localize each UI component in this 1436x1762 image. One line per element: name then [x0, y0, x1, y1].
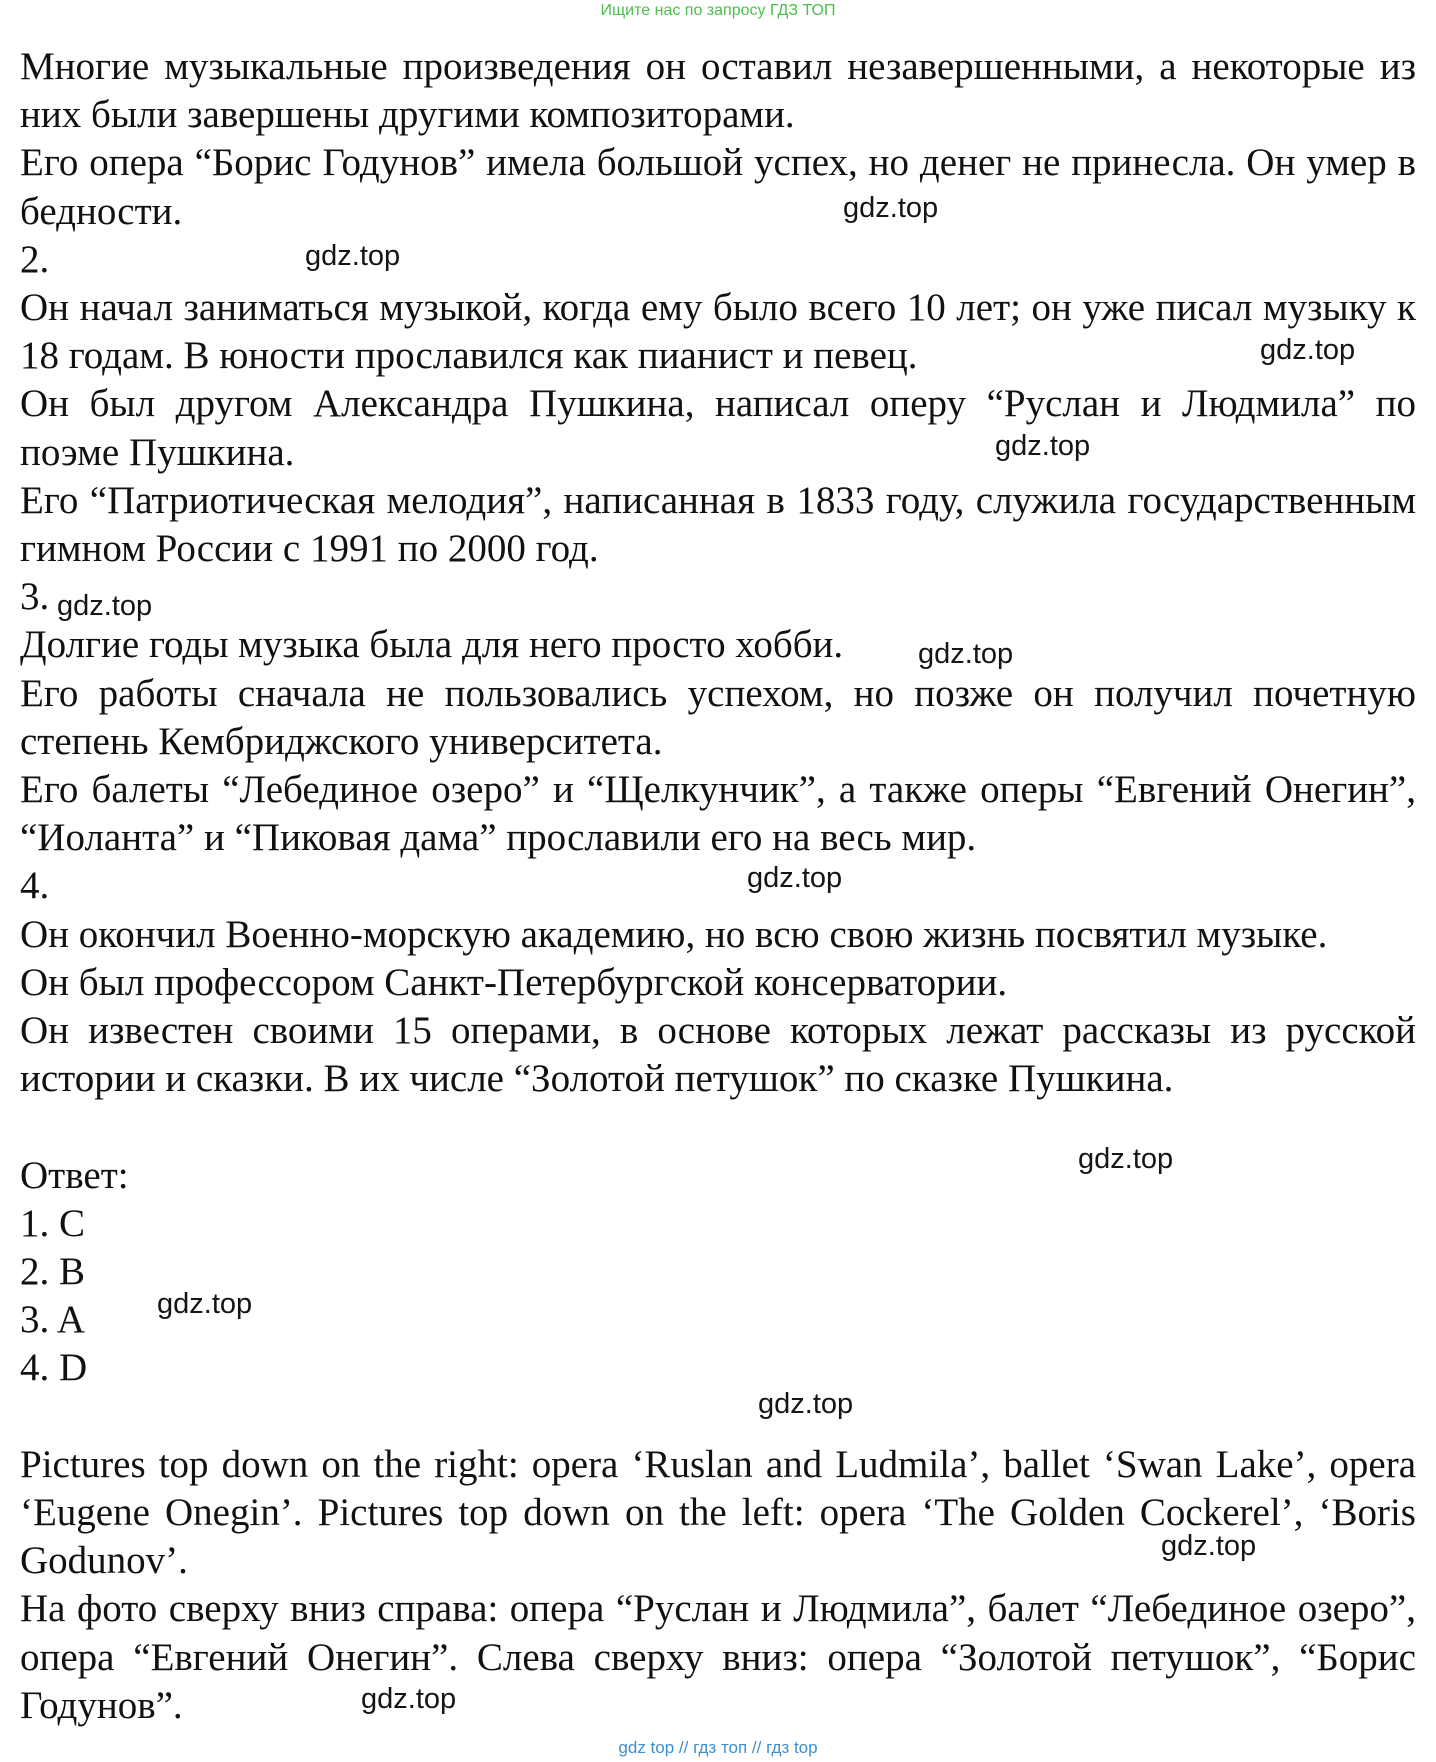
paragraph: Его опера “Борис Годунов” имела большой успех, но денег не принесла. Он умер в бедности.	[20, 141, 1416, 233]
watermark: gdz.top	[361, 1683, 457, 1715]
answer-item: 4. D	[20, 1346, 88, 1390]
paragraph: Его работы сначала не пользовались успехом, но позже он получил почетную степень Кембриджского университета.	[20, 671, 1416, 763]
watermark: gdz.top	[843, 192, 939, 224]
section-number: 2.	[20, 237, 50, 281]
paragraph: Он был профессором Санкт-Петербургской консерватории.	[20, 960, 1008, 1004]
pictures-caption-ru: На фото сверху вниз справа: опера “Руслан и Людмила”, балет “Лебединое озеро”, опера “Евгений Онегин”. Слева сверху вниз: опера “Золотой петушок”, “Борис Годунов”.	[20, 1587, 1416, 1727]
watermark: gdz.top	[758, 1388, 854, 1420]
watermark: gdz.top	[157, 1288, 253, 1320]
watermark: gdz.top	[57, 590, 153, 622]
spacer	[20, 1393, 1416, 1441]
answer-item: 1. C	[20, 1201, 86, 1245]
paragraph: Он начал заниматься музыкой, когда ему было всего 10 лет; он уже писал музыку к 18 годам. В юности прославился как пианист и певец.	[20, 286, 1416, 378]
paragraph: Он известен своими 15 операми, в основе которых лежат рассказы из русской истории и сказки. В их числе “Золотой петушок” по сказке Пушкина.	[20, 1009, 1416, 1101]
section-number: 3.	[20, 575, 50, 619]
watermark: gdz.top	[1078, 1143, 1174, 1175]
watermark: gdz.top	[1161, 1530, 1257, 1562]
watermark: gdz.top	[747, 862, 843, 894]
watermark: gdz.top	[1260, 334, 1356, 366]
watermark: gdz.top	[305, 240, 401, 272]
answer-item: 2. B	[20, 1250, 86, 1294]
watermark: gdz.top	[918, 638, 1014, 670]
paragraph: Он окончил Военно-морскую академию, но всю свою жизнь посвятил музыке.	[20, 912, 1328, 956]
answer-item: 3. A	[20, 1298, 86, 1342]
paragraph: Его балеты “Лебединое озеро” и “Щелкунчик”, а также оперы “Евгений Онегин”, “Иоланта” и “Пиковая дама” прославили его на весь мир.	[20, 768, 1416, 860]
paragraph: Долгие годы музыка была для него просто хобби.	[20, 623, 844, 667]
paragraph: Он был другом Александра Пушкина, написал оперу “Руслан и Людмила” по поэме Пушкина.	[20, 382, 1416, 474]
watermark: gdz.top	[995, 430, 1091, 462]
answer-label: Ответ:	[20, 1153, 129, 1197]
section-number: 4.	[20, 864, 50, 908]
pictures-caption-en: Pictures top down on the right: opera ‘Ruslan and Ludmila’, ballet ‘Swan Lake’, opera ‘Eugene Onegin’. Pictures top down on the left: opera ‘The Golden Cockerel’, ‘Boris Godunov’.	[20, 1442, 1416, 1583]
document-body	[20, 43, 1416, 1730]
spacer	[20, 1103, 1416, 1151]
footer-links: gdz top // гдз топ // гдз top	[618, 1738, 818, 1757]
paragraph: Многие музыкальные произведения он оставил незавершенными, а некоторые из них были завершены другими композиторами.	[20, 45, 1416, 137]
paragraph: Его “Патриотическая мелодия”, написанная в 1833 году, служила государственным гимном России с 1991 по 2000 год.	[20, 478, 1416, 571]
top-banner: Ищите нас по запросу ГДЗ ТОП	[600, 2, 836, 19]
